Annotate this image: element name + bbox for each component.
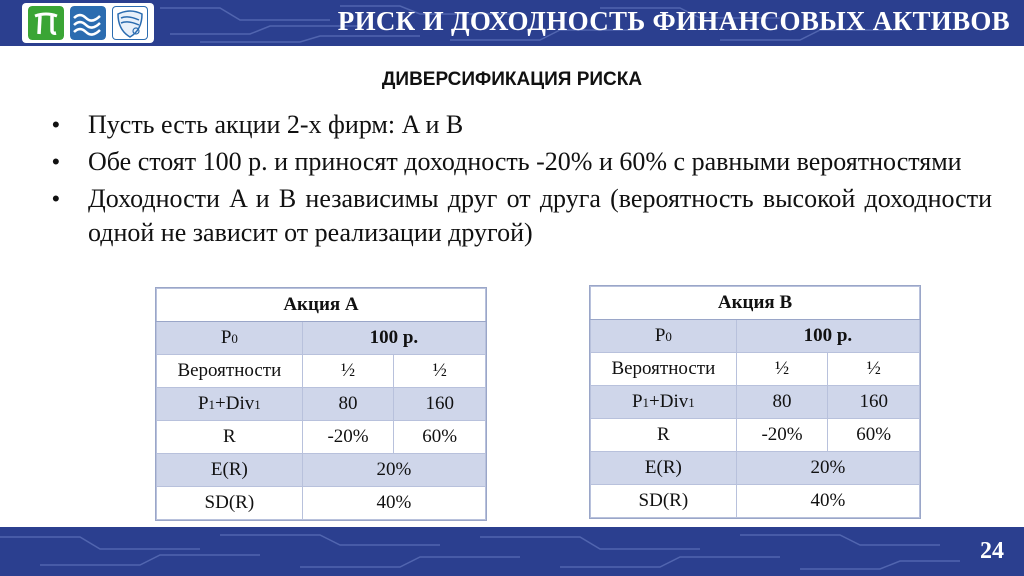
table-row bbox=[157, 421, 486, 454]
bullet-dot-icon: • bbox=[52, 149, 60, 174]
table-row bbox=[591, 287, 920, 320]
row-label: P1+Div1 bbox=[157, 388, 303, 421]
row-label: E(R) bbox=[591, 452, 737, 485]
bullet-dot-icon: • bbox=[52, 186, 60, 211]
asset-a-table bbox=[156, 288, 486, 520]
cell-value: -20% bbox=[736, 419, 828, 452]
cell-value: 80 bbox=[302, 388, 394, 421]
table-title: Акция A bbox=[157, 289, 486, 322]
cell-value: 60% bbox=[394, 421, 486, 454]
row-label: SD(R) bbox=[591, 485, 737, 518]
logo-group bbox=[22, 3, 154, 43]
cell-value: 20% bbox=[302, 454, 485, 487]
cell-value: 160 bbox=[394, 388, 486, 421]
table-row bbox=[591, 452, 920, 485]
cell-value: ½ bbox=[736, 353, 828, 386]
cell-value: 160 bbox=[828, 386, 920, 419]
bullet-text: Доходности A и B независимы друг от друга (вероятность высокой доходности одной не зависит от реализации другой) bbox=[88, 184, 992, 247]
row-label: Вероятности bbox=[591, 353, 737, 386]
footer-band bbox=[0, 527, 1024, 576]
cell-value: ½ bbox=[828, 353, 920, 386]
row-label: P0 bbox=[591, 320, 737, 353]
table-row bbox=[157, 454, 486, 487]
table-row bbox=[157, 322, 486, 355]
row-label: R bbox=[591, 419, 737, 452]
table-row bbox=[157, 355, 486, 388]
header-title: РИСК И ДОХОДНОСТЬ ФИНАНСОВЫХ АКТИВОВ bbox=[337, 6, 1010, 36]
table-row bbox=[591, 485, 920, 518]
bullet-item bbox=[52, 182, 992, 250]
header-band bbox=[0, 0, 1024, 46]
bullet-item bbox=[52, 108, 992, 142]
cell-value: 100 р. bbox=[736, 320, 919, 353]
cell-value: ½ bbox=[394, 355, 486, 388]
row-label: P1+Div1 bbox=[591, 386, 737, 419]
table-row bbox=[157, 487, 486, 520]
table-row bbox=[157, 388, 486, 421]
footer-circuit-pattern bbox=[0, 527, 1024, 576]
cell-value: -20% bbox=[302, 421, 394, 454]
bullet-item bbox=[52, 145, 992, 179]
table-row bbox=[591, 353, 920, 386]
bullet-text: Обе стоят 100 р. и приносят доходность -20% и 60% с равными вероятностями bbox=[88, 147, 962, 176]
row-label: SD(R) bbox=[157, 487, 303, 520]
table-row bbox=[591, 419, 920, 452]
row-label: P0 bbox=[157, 322, 303, 355]
table-title: Акция B bbox=[591, 287, 920, 320]
asset-b-table bbox=[590, 286, 920, 518]
bullet-list bbox=[52, 108, 992, 253]
cell-value: 20% bbox=[736, 452, 919, 485]
cell-value: 40% bbox=[736, 485, 919, 518]
pi-logo-icon bbox=[28, 6, 64, 40]
cell-value: 60% bbox=[828, 419, 920, 452]
cell-value: ½ bbox=[302, 355, 394, 388]
shield-logo-icon bbox=[112, 6, 148, 40]
bullet-text: Пусть есть акции 2-х фирм: A и B bbox=[88, 110, 464, 139]
table-row bbox=[591, 386, 920, 419]
page-number: 24 bbox=[980, 538, 1004, 564]
slide-subtitle: ДИВЕРСИФИКАЦИЯ РИСКА bbox=[381, 69, 643, 90]
cell-value: 100 р. bbox=[302, 322, 485, 355]
table-row bbox=[157, 289, 486, 322]
row-label: R bbox=[157, 421, 303, 454]
row-label: E(R) bbox=[157, 454, 303, 487]
table-row bbox=[591, 320, 920, 353]
row-label: Вероятности bbox=[157, 355, 303, 388]
cell-value: 80 bbox=[736, 386, 828, 419]
waves-logo-icon bbox=[70, 6, 106, 40]
cell-value: 40% bbox=[302, 487, 485, 520]
bullet-dot-icon: • bbox=[52, 112, 60, 137]
